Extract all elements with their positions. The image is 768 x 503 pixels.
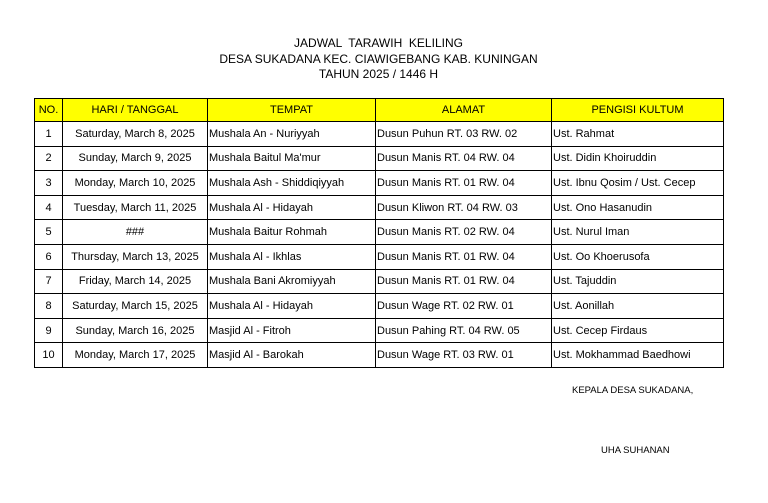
column-header-address: ALAMAT (376, 99, 552, 122)
cell-address: Dusun Pahing RT. 04 RW. 05 (376, 318, 552, 343)
cell-no: 5 (35, 220, 63, 245)
cell-speaker: Ust. Tajuddin (552, 269, 724, 294)
cell-place: Mushala An - Nuriyyah (208, 122, 376, 147)
cell-no: 4 (35, 195, 63, 220)
cell-place: Mushala Bani Akromiyyah (208, 269, 376, 294)
cell-address: Dusun Wage RT. 03 RW. 01 (376, 343, 552, 368)
cell-no: 9 (35, 318, 63, 343)
cell-date: Friday, March 14, 2025 (63, 269, 208, 294)
column-header-no: NO. (35, 99, 63, 122)
cell-place: Mushala Baitur Rohmah (208, 220, 376, 245)
schedule-table (34, 98, 724, 368)
cell-place: Masjid Al - Barokah (208, 343, 376, 368)
table-row (35, 122, 724, 147)
cell-place: Masjid Al - Fitroh (208, 318, 376, 343)
cell-speaker: Ust. Cecep Firdaus (552, 318, 724, 343)
cell-no: 2 (35, 146, 63, 171)
cell-speaker: Ust. Mokhammad Baedhowi (552, 343, 724, 368)
column-header-place: TEMPAT (208, 99, 376, 122)
cell-no: 7 (35, 269, 63, 294)
cell-date: ### (63, 220, 208, 245)
cell-place: Mushala Ash - Shiddiqiyyah (208, 171, 376, 196)
cell-speaker: Ust. Aonillah (552, 294, 724, 319)
table-row (35, 244, 724, 269)
table-row (35, 294, 724, 319)
cell-speaker: Ust. Rahmat (552, 122, 724, 147)
cell-no: 6 (35, 244, 63, 269)
cell-place: Mushala Baitul Ma'mur (208, 146, 376, 171)
cell-no: 1 (35, 122, 63, 147)
cell-address: Dusun Puhun RT. 03 RW. 02 (376, 122, 552, 147)
cell-no: 10 (35, 343, 63, 368)
title-line-1: JADWAL TARAWIH KELILING (294, 36, 463, 50)
title-line-3: TAHUN 2025 / 1446 H (318, 67, 439, 81)
cell-address: Dusun Manis RT. 02 RW. 04 (376, 220, 552, 245)
cell-date: Monday, March 10, 2025 (63, 171, 208, 196)
signature-name: UHA SUHANAN (601, 445, 670, 456)
cell-speaker: Ust. Ibnu Qosim / Ust. Cecep (552, 171, 724, 196)
table-row (35, 343, 724, 368)
cell-no: 8 (35, 294, 63, 319)
cell-address: Dusun Manis RT. 01 RW. 04 (376, 244, 552, 269)
cell-date: Tuesday, March 11, 2025 (63, 195, 208, 220)
cell-date: Sunday, March 16, 2025 (63, 318, 208, 343)
cell-speaker: Ust. Oo Khoerusofa (552, 244, 724, 269)
column-header-speaker: PENGISI KULTUM (552, 99, 724, 122)
cell-date: Sunday, March 9, 2025 (63, 146, 208, 171)
document-title (0, 36, 757, 83)
table-row (35, 146, 724, 171)
cell-address: Dusun Kliwon RT. 04 RW. 03 (376, 195, 552, 220)
cell-place: Mushala Al - Ikhlas (208, 244, 376, 269)
column-header-date: HARI / TANGGAL (63, 99, 208, 122)
table-row (35, 269, 724, 294)
cell-address: Dusun Manis RT. 01 RW. 04 (376, 171, 552, 196)
cell-date: Saturday, March 15, 2025 (63, 294, 208, 319)
cell-place: Mushala Al - Hidayah (208, 195, 376, 220)
cell-speaker: Ust. Ono Hasanudin (552, 195, 724, 220)
cell-address: Dusun Manis RT. 01 RW. 04 (376, 269, 552, 294)
cell-no: 3 (35, 171, 63, 196)
cell-address: Dusun Wage RT. 02 RW. 01 (376, 294, 552, 319)
cell-date: Saturday, March 8, 2025 (63, 122, 208, 147)
cell-speaker: Ust. Didin Khoiruddin (552, 146, 724, 171)
title-line-2: DESA SUKADANA KEC. CIAWIGEBANG KAB. KUNINGAN (219, 51, 538, 66)
cell-date: Thursday, March 13, 2025 (63, 244, 208, 269)
table-row (35, 195, 724, 220)
cell-place: Mushala Al - Hidayah (208, 294, 376, 319)
cell-date: Monday, March 17, 2025 (63, 343, 208, 368)
table-row (35, 318, 724, 343)
signature-title: KEPALA DESA SUKADANA, (572, 385, 694, 396)
cell-speaker: Ust. Nurul Iman (552, 220, 724, 245)
table-row (35, 171, 724, 196)
cell-address: Dusun Manis RT. 04 RW. 04 (376, 146, 552, 171)
table-header-row (35, 99, 724, 122)
table-row (35, 220, 724, 245)
